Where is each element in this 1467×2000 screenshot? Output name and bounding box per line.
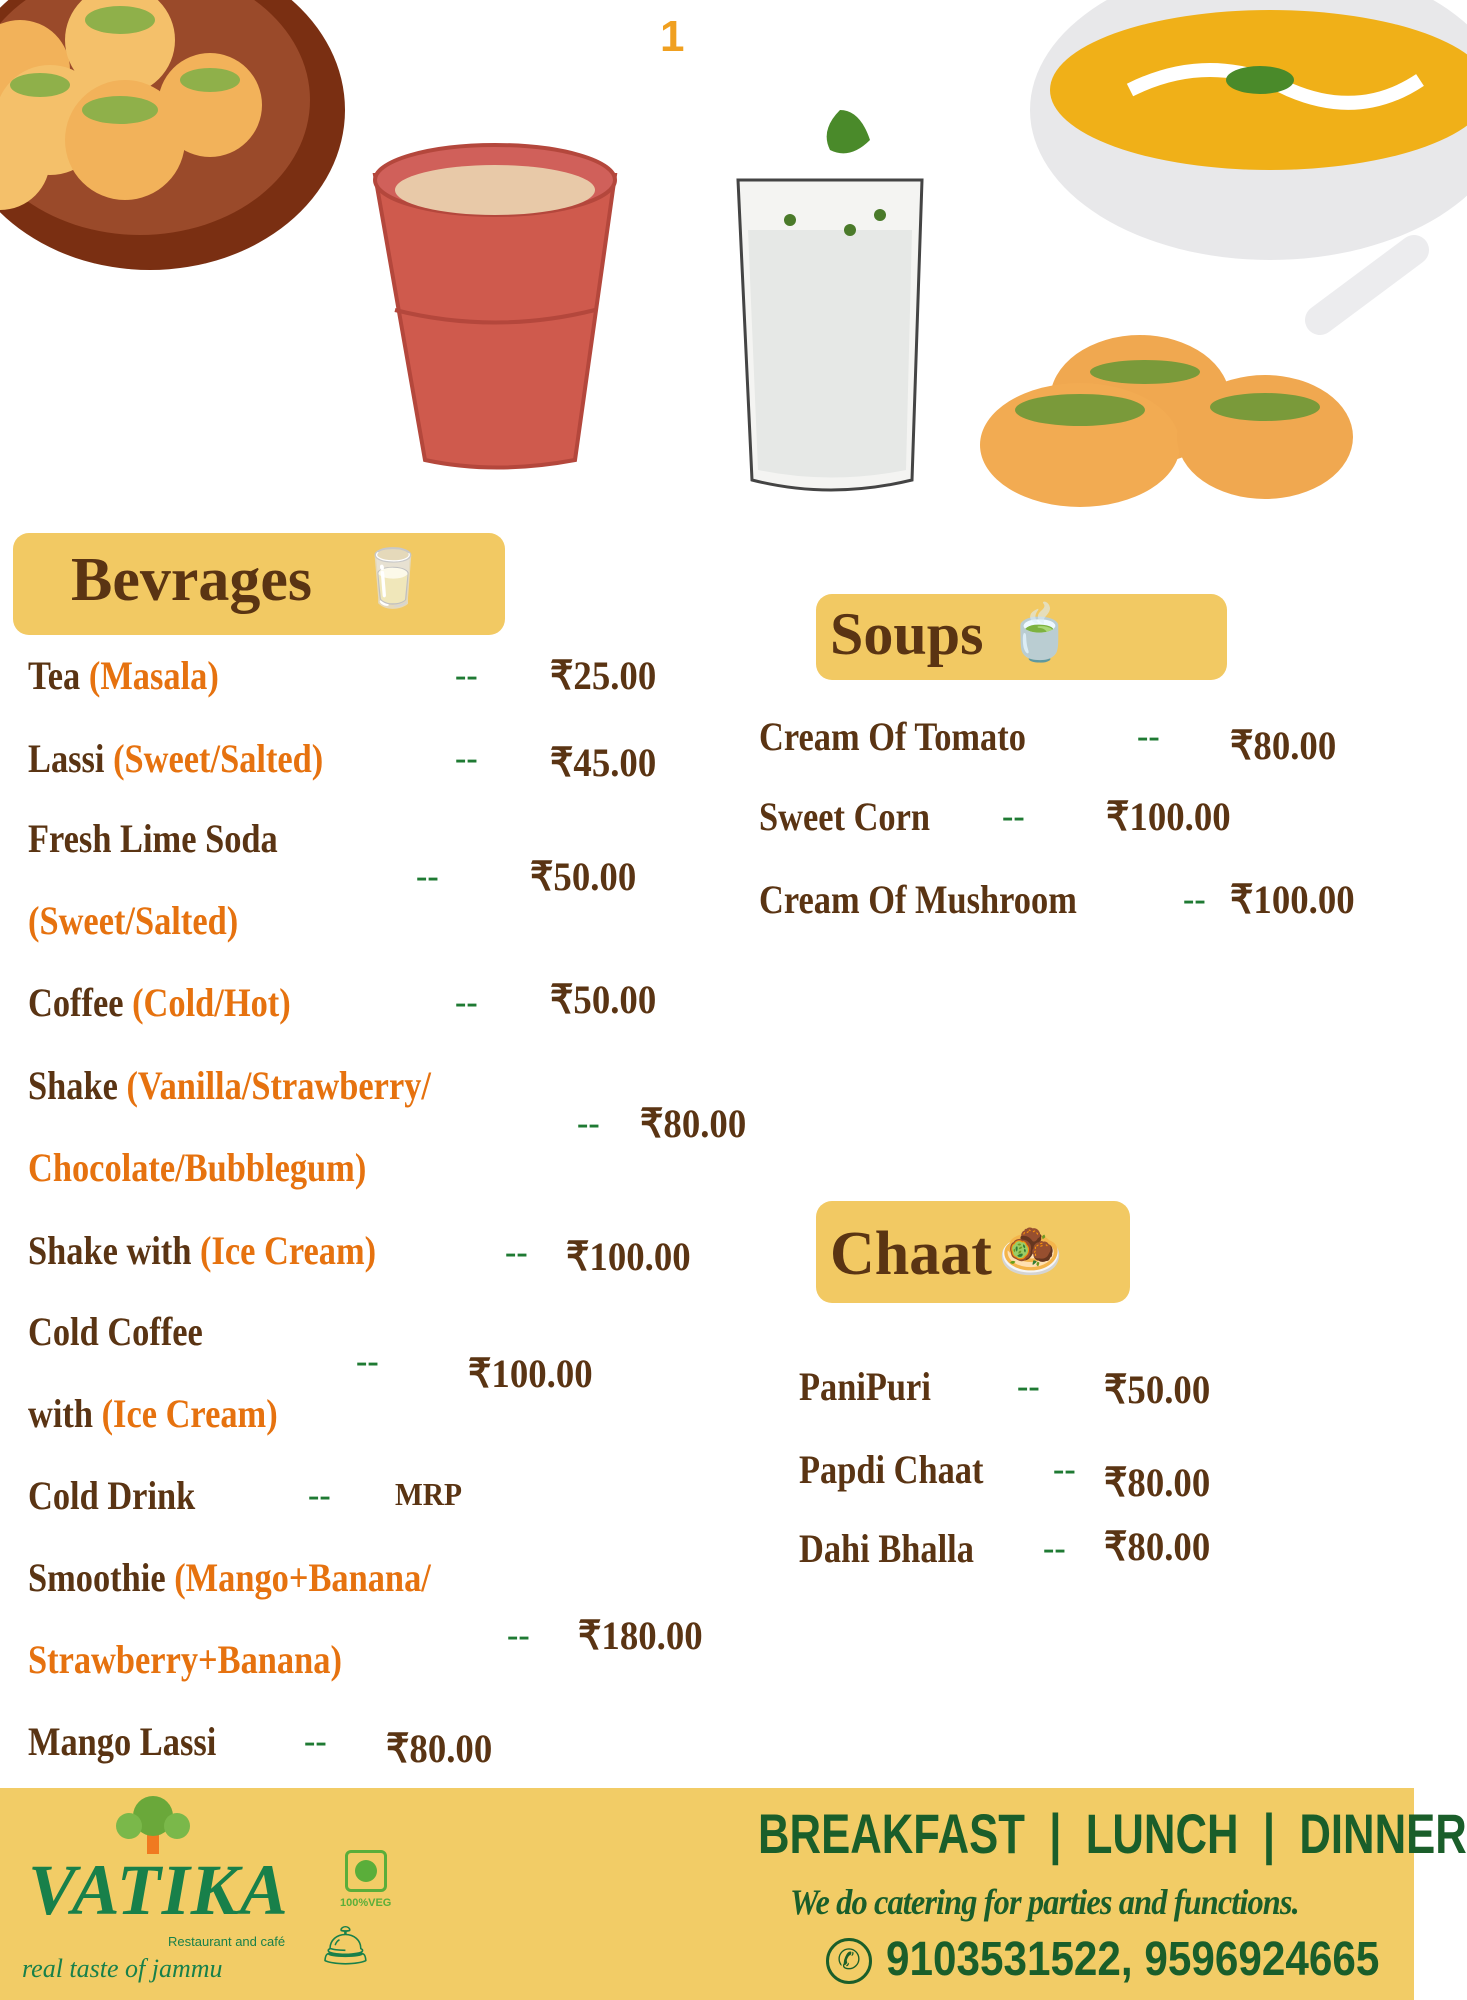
menu-item-price: ₹100.00 [468,1351,593,1396]
menu-item-name: Lassi (Sweet/Salted) [28,736,324,781]
menu-item-variant: Strawberry+Banana) [28,1637,342,1682]
separator: -- [507,1617,530,1654]
tree-icon [95,1794,215,1854]
logo-subtitle: Restaurant and café [168,1934,286,1949]
menu-item-price: ₹80.00 [386,1726,493,1771]
food-illustrations [0,0,1414,520]
menu-item-variant: Chocolate/Bubblegum) [28,1145,367,1190]
meal-lunch: LUNCH [1085,1802,1239,1865]
phone-icon: ✆ [826,1938,872,1984]
meal-breakfast: BREAKFAST [758,1802,1025,1865]
separator: -- [505,1234,528,1271]
separator: -- [455,657,478,694]
puri-illustration [980,335,1353,507]
soups-header [816,594,1227,680]
logo-tagline: real taste of jammu [22,1954,223,1983]
menu-item-name: Shake (Vanilla/Strawberry/ [28,1063,431,1108]
menu-item-name: Shake with (Ice Cream) [28,1228,377,1273]
cloche-icon: 🛎 [320,1923,371,1968]
chaat-header [816,1201,1130,1303]
menu-item-price: ₹50.00 [550,977,657,1022]
menu-item-name: Coffee (Cold/Hot) [28,980,291,1025]
separator: -- [1053,1451,1076,1488]
separator: -- [577,1105,600,1142]
separator: -- [416,858,439,895]
menu-item-price: ₹45.00 [550,740,657,785]
menu-item-name: Mango Lassi [28,1719,217,1764]
menu-item-name: Cream Of Mushroom [759,877,1077,922]
separator: -- [455,740,478,777]
menu-item-price: ₹50.00 [1104,1367,1211,1412]
menu-item-price: ₹180.00 [578,1613,703,1658]
menu-item-name: Fresh Lime Soda [28,816,278,861]
soup-bowl-icon: 🍵 [1006,603,1074,663]
footer [0,1788,1467,2000]
menu-item-price: ₹80.00 [1104,1524,1211,1569]
logo-name: VATIKA [28,1850,289,1930]
phone-numbers[interactable]: 9103531522, 9596924665 [886,1933,1380,1986]
lassi-glass-illustration [738,110,922,490]
meal-dinner: DINNER [1299,1802,1467,1865]
separator: -- [1002,798,1025,835]
soups-title: Soups [830,601,984,667]
menu-item-name: Papdi Chaat [799,1447,984,1492]
veg-badge-label: 100%VEG [340,1897,392,1909]
menu-item-name: Tea (Masala) [28,653,219,698]
menu-item-price: ₹100.00 [1230,877,1355,922]
menu-item-price: MRP [395,1476,463,1512]
panipuri-icon: 🧆 [998,1224,1063,1281]
menu-item-name: Dahi Bhalla [799,1526,974,1571]
menu-item-price: ₹80.00 [1104,1460,1211,1505]
menu-item-price: ₹80.00 [1230,723,1337,768]
menu-item-variant: (Sweet/Salted) [28,898,239,943]
kulhad-tea-illustration [375,145,615,468]
panipuri-plate-illustration [0,0,345,270]
menu-item-price: ₹100.00 [566,1234,691,1279]
menu-item-price: ₹100.00 [1106,794,1231,839]
menu-item-name: Cold Coffee [28,1309,203,1354]
milk-glass-icon: 🥛 [358,548,428,610]
menu-item-name: with (Ice Cream) [28,1391,278,1436]
menu-item-name: Cream Of Tomato [759,714,1026,759]
separator: -- [1017,1368,1040,1405]
menu-item-price: ₹25.00 [550,653,657,698]
veg-badge-icon [345,1850,387,1892]
beverages-header [13,533,505,635]
menu-item-name: Cold Drink [28,1473,196,1518]
page-number: 1 [660,12,685,61]
menu-item-name: Sweet Corn [759,794,931,839]
menu-item-price: ₹50.00 [530,854,637,899]
menu-item-name: Smoothie (Mango+Banana/ [28,1555,431,1600]
menu-item-name: PaniPuri [799,1364,931,1409]
menu-item-price: ₹80.00 [640,1101,747,1146]
separator: -- [304,1723,327,1760]
separator: -- [308,1477,331,1514]
soup-bowl-illustration [1030,0,1467,320]
separator: -- [1043,1530,1066,1567]
meals-line: BREAKFAST | LUNCH | DINNER [758,1802,1467,1865]
separator: -- [1183,881,1206,918]
separator: -- [1137,718,1160,755]
separator: -- [356,1343,379,1380]
beverages-title: Bevrages [71,546,313,614]
catering-text: We do catering for parties and functions. [790,1882,1299,1922]
separator: -- [455,984,478,1021]
chaat-title: Chaat [830,1220,992,1288]
